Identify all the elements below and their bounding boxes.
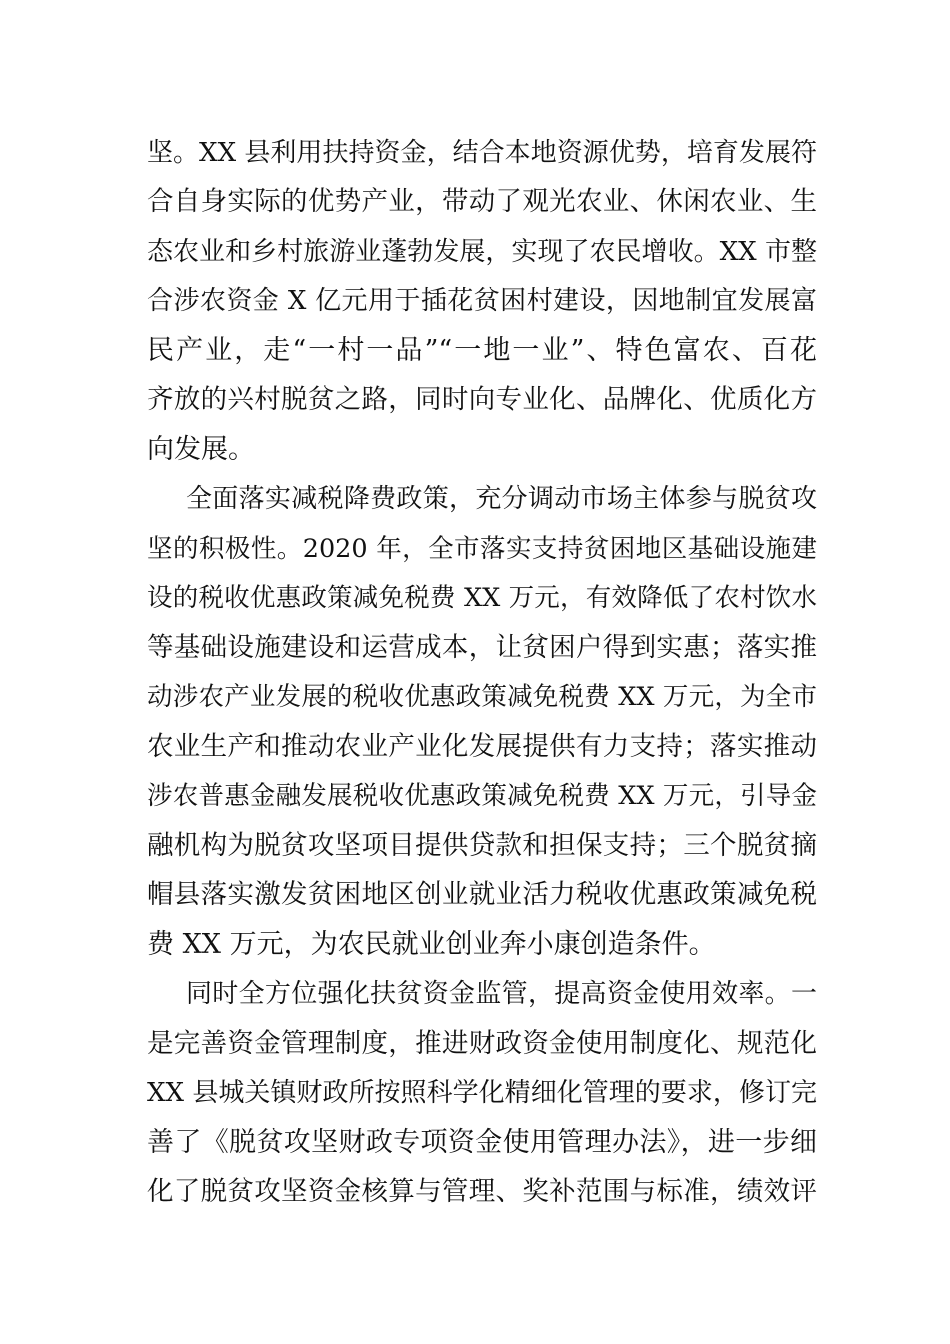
paragraph-line: 涉农普惠金融发展税收优惠政策减免税费 XX 万元，引导金	[147, 781, 817, 811]
paragraph-line: 合自身实际的优势产业，带动了观光农业、休闲农业、生	[147, 186, 817, 217]
paragraph-line: 善了《脱贫攻坚财政专项资金使用管理办法》，进一步细	[147, 1127, 817, 1158]
paragraph-line: 态农业和乡村旅游业蓬勃发展，实现了农民增收。XX 市整	[147, 237, 817, 267]
paragraph-line: XX 县城关镇财政所按照科学化精细化管理的要求，修订完	[147, 1078, 817, 1108]
paragraph-line: 设的税收优惠政策减免税费 XX 万元，有效降低了农村饮水	[147, 583, 817, 613]
paragraph-line: 全面落实减税降费政策，充分调动市场主体参与脱贫攻	[186, 484, 817, 514]
paragraph-line: 是完善资金管理制度，推进财政资金使用制度化、规范化	[147, 1028, 817, 1059]
paragraph-line: 坚的积极性。2020 年，全市落实支持贫困地区基础设施建	[147, 534, 817, 564]
paragraph-line: 坚。XX 县利用扶持资金，结合本地资源优势，培育发展符	[147, 138, 817, 168]
paragraph-line: 民产业，走“一村一品”“一地一业”、特色富农、百花	[147, 335, 817, 366]
paragraph-line: 动涉农产业发展的税收优惠政策减免税费 XX 万元，为全市	[147, 682, 817, 712]
paragraph-line: 同时全方位强化扶贫资金监管，提高资金使用效率。一	[186, 979, 817, 1009]
paragraph-line: 帽县落实激发贫困地区创业就业活力税收优惠政策减免税	[147, 879, 817, 910]
paragraph-line: 化了脱贫攻坚资金核算与管理、奖补范围与标准，绩效评	[147, 1176, 817, 1207]
paragraph-line: 合涉农资金 X 亿元用于插花贫困村建设，因地制宜发展富	[147, 286, 817, 316]
paragraph-line: 向发展。	[147, 434, 255, 465]
paragraph-line: 农业生产和推动农业产业化发展提供有力支持；落实推动	[147, 731, 817, 762]
paragraph-line: 融机构为脱贫攻坚项目提供贷款和担保支持；三个脱贫摘	[147, 830, 817, 861]
paragraph-line: 齐放的兴村脱贫之路，同时向专业化、品牌化、优质化方	[147, 384, 817, 415]
paragraph-line: 等基础设施建设和运营成本，让贫困户得到实惠；落实推	[147, 632, 817, 663]
paragraph-line: 费 XX 万元，为农民就业创业奔小康创造条件。	[147, 929, 716, 960]
